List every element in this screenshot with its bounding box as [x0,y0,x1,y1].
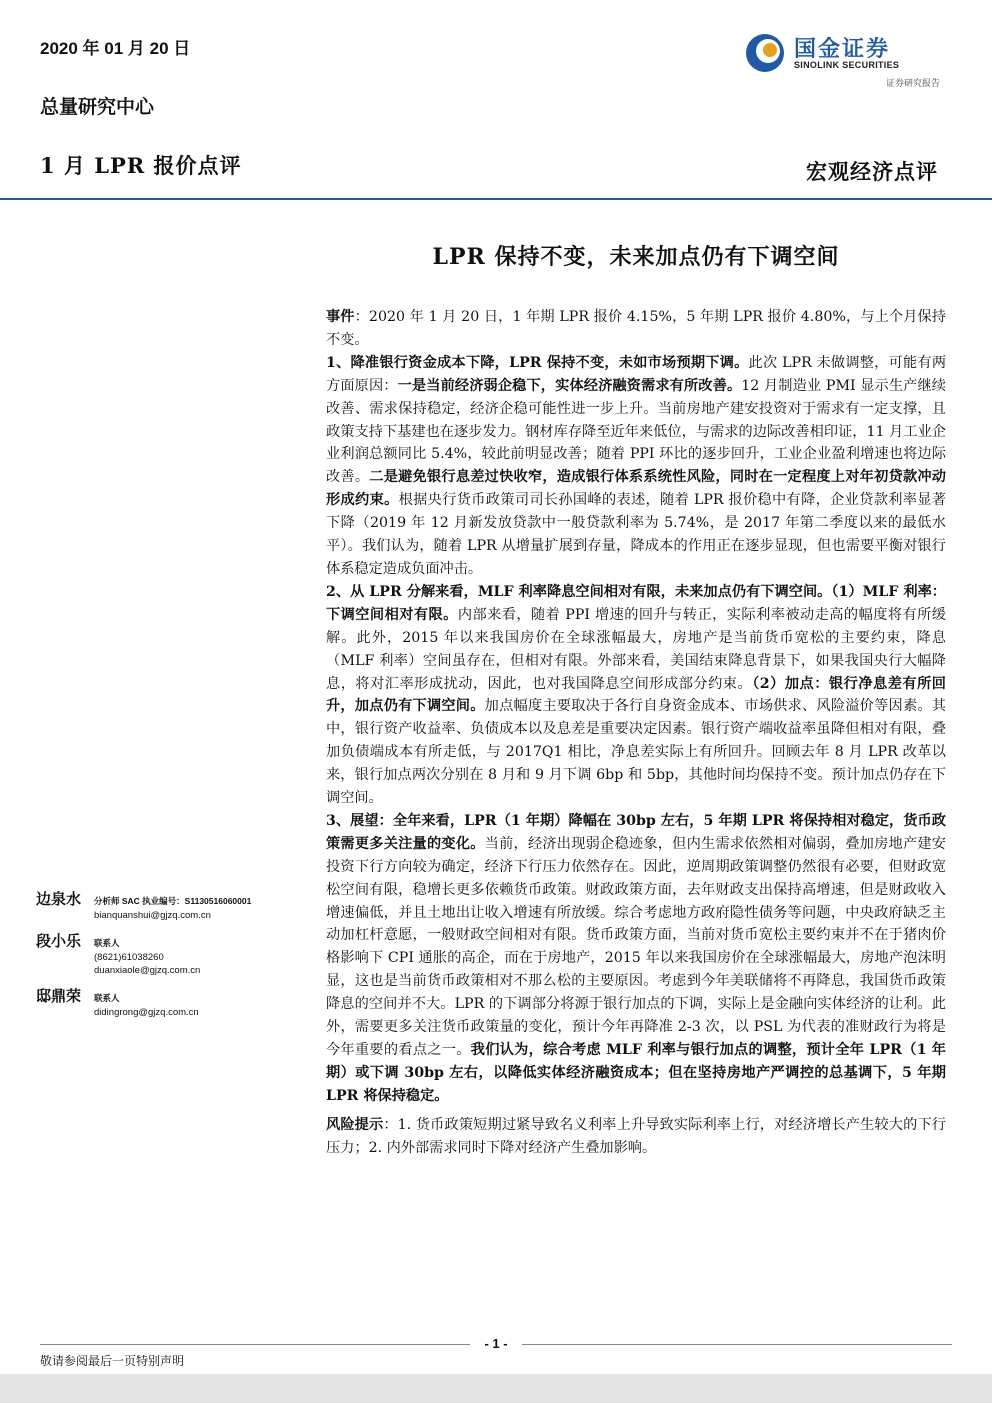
company-logo [744,30,944,92]
section-3-text-1: 当前，经济出现弱企稳迹象，但内生需求依然相对偏弱，叠加房地产建安投资下行方向较为确定，经济下行压力依然存在。因此，逆周期政策调整仍然很有必要，但财政宽松空间有限，稳增长更多依赖货币政策。财政政策方面，去年财政支出保持高增速，但是财政收入增速偏低，并且土地出让收入增速有所放缓。综合考虑地方政府隐性债务等问题，中央政府缺乏主动加杠杆意愿，一般财政空间相对有限。货币政策方面，当前对货币宽松主要约束并不在于猪肉价格影响下 CPI 通胀的高企，而在于房地产，2015 年以来我国房价在全球涨幅最大，房地产泡沫明显，这也是当前货币政策相对不那么松的主要原因。考虑到今年美联储将不再降息，我国货币政策降息的空间并不大。LPR 的下调部分将源于银行加点的下调，实际上是金融向实体经济的让利。此外，需要更多关注货币政策量的变化，预计今年再降准 2-3 次，以 PSL 为代表的准财政行为将是今年重要的看点之一。 [326,835,946,1058]
risk-paragraph [326,1114,946,1160]
section-1-bold-1: 一是当前经济弱企稳下，实体经济融资需求有所改善。 [397,377,742,394]
main-body [326,306,946,1160]
section-2-lead: 2、从 LPR 分解来看，MLF 利率降息空间相对有限，未来加点仍有下调空间。 [326,583,832,600]
section-1-text-1: 此次 LPR 未做调整，可能有两方面原因： [326,354,947,394]
analyst-email[interactable]: didingrong@gjzq.com.cn [94,1007,199,1018]
footer-note: 敬请参阅最后一页特别声明 [40,1354,185,1368]
event-text: ：2020 年 1 月 20 日，1 年期 LPR 报价 4.15%，5 年期 LPR 报价 4.80%，与上个月保持不变。 [326,309,946,348]
section-1-text-2: 12 月制造业 PMI 显示生产继续改善、需求保持稳定，经济企稳可能性进一步上升。当前房地产建安投资对于需求有一定支撑，且政策支持下基建也在逐步发力。钢材库存降至近年来低位，与需求的边际改善相印证，11 月工业企业利润总额同比 5.4%，较此前明显改善；随着 PPI 环比的逐步回升，工业企业盈利增速也将边际改善。 [326,377,946,486]
section-2-bold-2: （2）加点：银行净息差有所回升，加点仍有下调空间。 [326,675,946,715]
report-title: 1 月 LPR 报价点评 [40,153,242,178]
page-number: - 1 - [484,1336,508,1351]
section-3-paragraph [326,810,946,1108]
analyst-role: 联系人 [94,938,120,948]
analyst-name: 边泉水 [36,890,82,908]
section-1-text-3: 根据央行货币政策司司长孙国峰的表述，随着 LPR 报价稳中有降，企业贷款利率显著下降（2019 年 12 月新发放贷款中一般贷款利率为 5.74%，是 2017 年第二季度以来的最低水平）。我们认为，随着 LPR 从增量扩展到存量，降成本的作用正在逐步显现，但也需要平衡对银行体系稳定造成负面冲击。 [326,492,946,577]
analyst-entry [36,985,306,1019]
section-2-bold-1: （1）MLF 利率：下调空间相对有限。 [326,583,946,623]
section-1-lead: 1、降准银行资金成本下降，LPR 保持不变，未如市场预期下调。 [326,354,749,371]
event-label: 事件 [326,309,355,325]
footer-bar [0,1374,992,1403]
headline: LPR 保持不变，未来加点仍有下调空间 [432,244,840,270]
department-name: 总量研究中心 [40,96,155,118]
section-1-paragraph [326,352,946,581]
section-2-paragraph [326,581,946,810]
section-2-text-1: 内部来看，随着 PPI 增速的回升与转正，实际利率被动走高的幅度将有所缓解。此外，2015 年以来我国房价在全球涨幅最大，房地产是当前货币宽松的主要约束，降息（MLF 利率）空间虽存在，但相对有限。外部来看，美国结束降息背景下，如果我国央行大幅降息，将对汇率形成扰动，因此，也对我国降息空间形成部分约束。 [326,606,946,692]
report-date: 2020 年 01 月 20 日 [40,39,191,58]
logo-name-cn: 国金证券 [794,37,891,62]
sinolink-logo-icon [744,32,786,74]
analyst-entry [36,930,306,977]
report-type: 宏观经济点评 [806,159,938,184]
analyst-role: 分析师 SAC 执业编号：S1130516060001 [94,896,252,906]
section-3-lead: 3、展望：全年来看，LPR（1 年期）降幅在 30bp 左右，5 年期 LPR 将保持相对稳定，货币政策需更多关注量的变化。 [326,812,946,852]
logo-subtitle: 证券研究报告 [885,79,940,89]
analyst-entry [36,888,306,922]
logo-name-en: SINOLINK SECURITIES [794,60,900,70]
risk-label: 风险提示 [326,1116,384,1133]
risk-text: ：1. 货币政策短期过紧导致名义利率上升导致实际利率上行，对经济增长产生较大的下行压力；2. 内外部需求同时下降对经济产生叠加影响。 [326,1116,946,1156]
analyst-phone: (8621)61038260 [94,952,164,963]
analyst-name: 邸鼎荣 [36,987,82,1005]
analyst-role: 联系人 [94,993,120,1003]
event-paragraph [326,306,946,352]
analyst-email[interactable]: bianquanshui@gjzq.com.cn [94,910,211,921]
section-1-bold-2: 二是避免银行息差过快收窄，造成银行体系系统性风险，同时在一定程度上对年初贷款冲动形成约束。 [326,469,946,509]
analyst-name: 段小乐 [36,932,82,950]
analyst-email[interactable]: duanxiaole@gjzq.com.cn [94,965,201,976]
section-3-bold-1: 我们认为，综合考虑 MLF 利率与银行加点的调整，预计全年 LPR（1 年期）或下调 30bp 左右，以降低实体经济融资成本；但在坚持房地产严调控的总基调下，5 年期 LPR 将保持稳定。 [326,1042,946,1104]
section-2-text-2: 加点幅度主要取决于各行自身资金成本、市场供求、风险溢价等因素。其中，银行资产收益率、负债成本以及息差是重要决定因素。银行资产端收益率虽降但相对有限，叠加负债端成本有所走低，与 2017Q1 相比，净息差实际上有所回升。回顾去年 8 月 LPR 改革以来，银行加点两次分别在 8 月和 9 月下调 6bp 和 5bp，其他时间均保持不变。预计加点仍存在下调空间。 [326,698,946,807]
analyst-list [36,888,306,1027]
header-divider [0,198,992,200]
